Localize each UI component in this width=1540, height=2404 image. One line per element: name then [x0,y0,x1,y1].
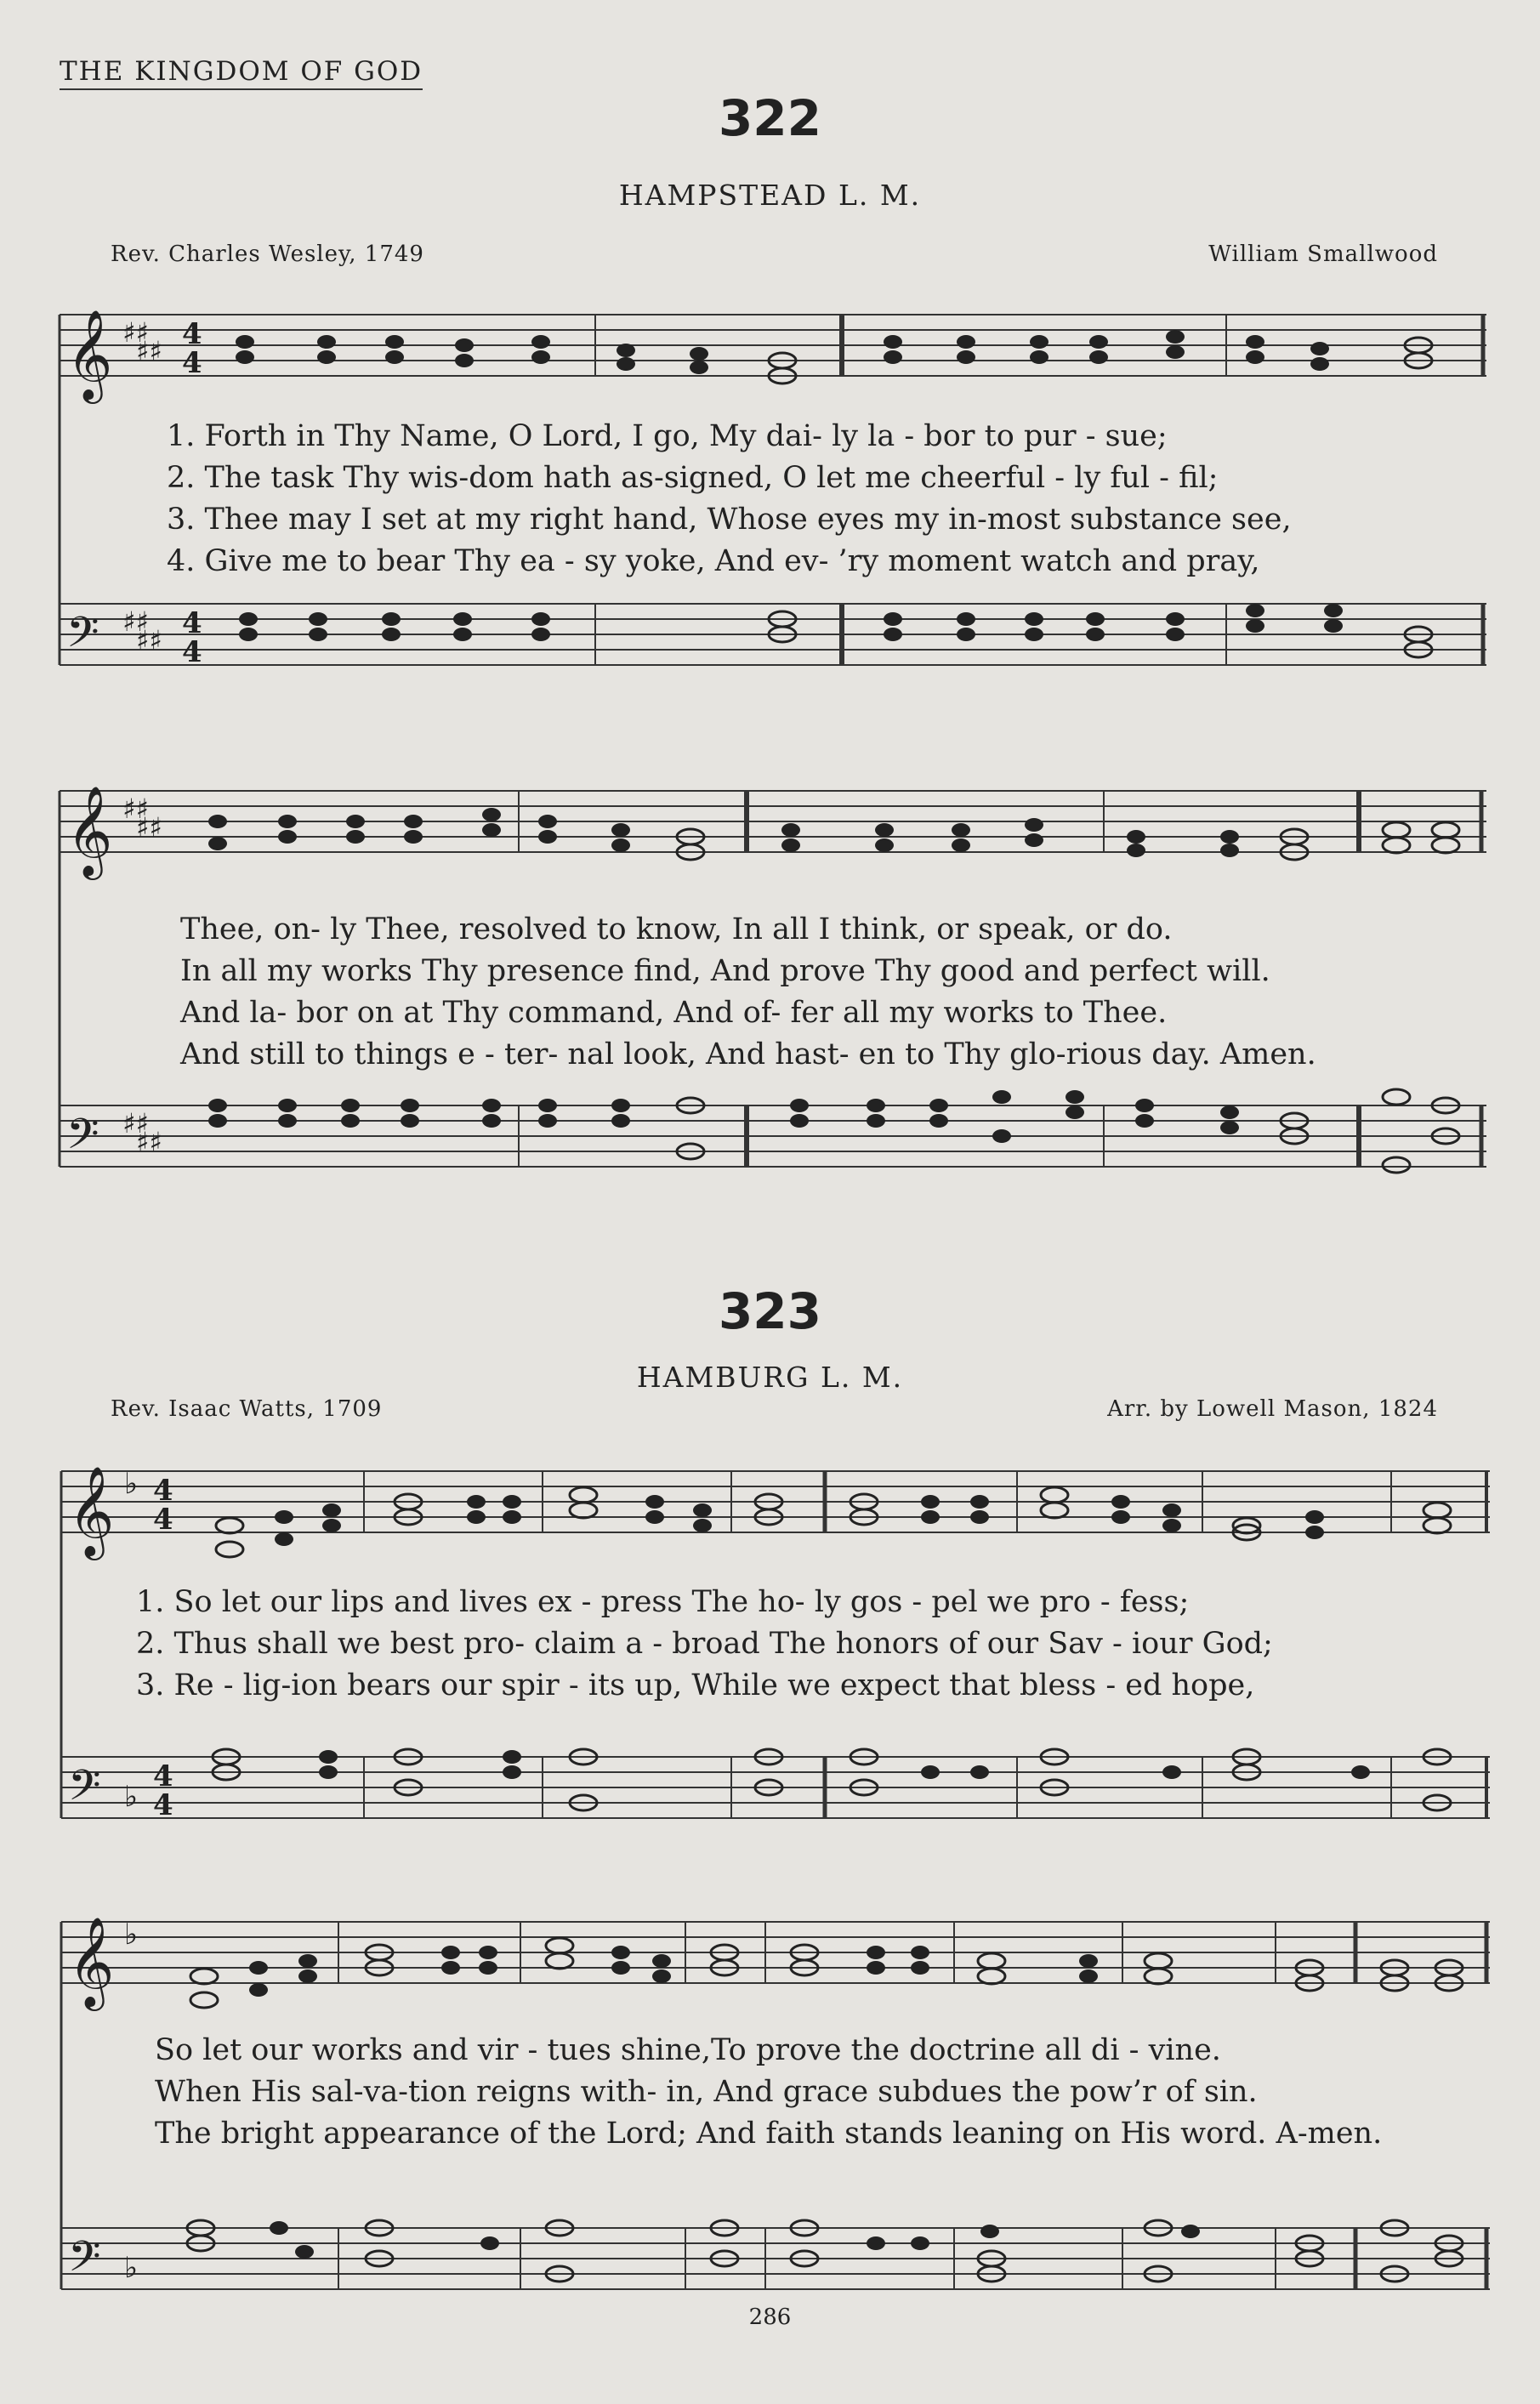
svg-text:𝄢: 𝄢 [66,1110,99,1169]
running-head: THE KINGDOM OF GOD [60,56,423,90]
verse-line-2: 2. The task Thy wis-dom hath as-signed, O let me cheerful - ly ful - fil; [167,461,1219,495]
verse-line-4: And still to things e - ter- nal look, And hast- en to Thy glo-rious day. Amen. [180,1037,1316,1071]
svg-text:4: 4 [182,635,202,669]
verse-line-3: The bright appearance of the Lord; And faith stands leaning on His word. A-men. [155,2117,1383,2151]
verse-line-1: 1. Forth in Thy Name, O Lord, I go, My dai- ly la - bor to pur - sue; [167,419,1168,453]
svg-text:♭: ♭ [124,2251,139,2285]
verse-line-1: 1. So let our lips and lives ex - press The ho- ly gos - pel we pro - fess; [136,1585,1190,1619]
composer-credit: William Smallwood [1208,242,1438,267]
verse-line-2: When His sal-va-tion reigns with- in, And grace subdues the pow’r of sin. [155,2075,1258,2109]
svg-text:𝄞: 𝄞 [66,785,113,876]
svg-text:𝄞: 𝄞 [66,309,113,400]
page-number: 286 [748,2305,792,2330]
verse-line-3: 3. Thee may I set at my right hand, Whose eyes my in-most substance see, [167,503,1292,537]
svg-text:♯♯: ♯♯ [122,793,149,825]
svg-text:𝄞: 𝄞 [68,1465,115,1556]
verse-line-3: 3. Re - lig-ion bears our spir - its up, While we expect that bless - ed hope, [136,1668,1255,1702]
composer-credit: Arr. by Lowell Mason, 1824 [1107,1396,1438,1422]
svg-text:4: 4 [153,1503,173,1537]
svg-text:4: 4 [153,1759,173,1793]
svg-text:♭: ♭ [124,1918,139,1952]
verse-line-2: 2. Thus shall we best pro- claim a - broad The honors of our Sav - iour God; [136,1627,1273,1661]
verse-line-2: In all my works Thy presence find, And prove Thy good and perfect will. [180,954,1270,988]
verse-line-4: 4. Give me to bear Thy ea - sy yoke, And ev- ’ry moment watch and pray, [167,544,1260,578]
hymn-number: 322 [718,89,822,147]
verse-line-3: And la- bor on at Thy command, And of- fer all my works to Thee. [180,996,1168,1030]
svg-text:𝄢: 𝄢 [66,608,99,668]
svg-text:𝄢: 𝄢 [68,2232,101,2292]
author-credit: Rev. Charles Wesley, 1749 [111,242,424,267]
svg-text:♯♯: ♯♯ [122,316,149,349]
svg-text:♯♯: ♯♯ [136,811,162,844]
svg-text:4: 4 [182,346,202,380]
svg-text:4: 4 [153,1474,173,1508]
author-credit: Rev. Isaac Watts, 1709 [111,1396,383,1422]
svg-text:𝄞: 𝄞 [68,1916,115,2007]
svg-text:4: 4 [153,1788,173,1822]
svg-text:♭: ♭ [124,1467,139,1501]
verse-line-1: Thee, on- ly Thee, resolved to know, In all I think, or speak, or do. [180,912,1173,946]
svg-text:♯♯: ♯♯ [136,624,162,656]
svg-text:♯♯: ♯♯ [136,1126,162,1158]
hymn-number: 323 [718,1282,822,1340]
music-staves-322-system-1 [0,281,1540,714]
verse-line-1: So let our works and vir - tues shine,To prove the doctrine all di - vine. [155,2033,1221,2067]
svg-text:♭: ♭ [124,1780,139,1814]
svg-text:♯♯: ♯♯ [122,605,149,638]
svg-text:♯♯: ♯♯ [136,335,162,367]
svg-text:𝄢: 𝄢 [68,1761,101,1821]
music-staves-323-system-2 [0,1888,1540,2330]
svg-text:4: 4 [182,317,202,351]
tune-name: HAMBURG L. M. [636,1361,904,1394]
tune-name: HAMPSTEAD L. M. [618,179,922,212]
svg-text:4: 4 [182,606,202,640]
svg-text:♯♯: ♯♯ [122,1107,149,1139]
